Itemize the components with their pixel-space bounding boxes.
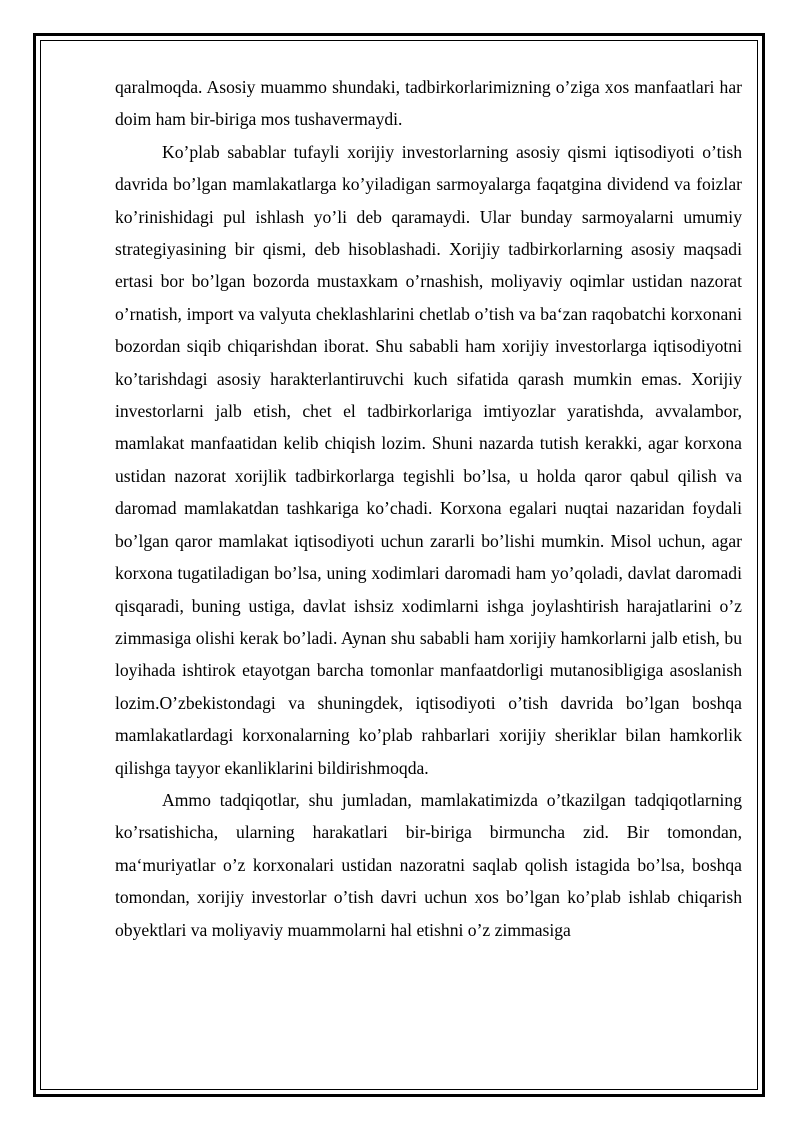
paragraph-investors: Ko’plab sabablar tufayli xorijiy investorlarning asosiy qismi iqtisodiyoti o’tish davrida bo’lgan mamlakatlarga ko’yiladigan sarmoyalarga faqatgina dividend va foizlar ko’rinishidagi pul ishlash yo’li deb qaramaydi. Ular bunday sarmoyalarni umumiy strategiyasining bir qismi, deb hisoblashadi. Xorijiy tadbirkorlarning asosiy maqsadi ertasi bor bo’lgan bozorda mustaxkam o’rnashish, moliyaviy oqimlar ustidan nazorat o’rnatish, import va valyuta cheklashlarini chetlab o’tish va ba‘zan raqobatchi korxonani bozordan siqib chiqarishdan iborat. Shu sababli ham xorijiy investorlarga iqtisodiyotni ko’tarishdagi asosiy harakterlantiruvchi kuch sifatida qarash mumkin emas. Xorijiy investorlarni jalb etish, chet el tadbirkorlariga imtiyozlar yaratishda, avvalambor, mamlakat manfaatidan kelib chiqish lozim. Shuni nazarda tutish kerakki, agar korxona ustidan nazorat xorijlik tadbirkorlarga tegishli bo’lsa, u holda qaror qabul qilish va daromad mamlakatdan tashkariga ko’chadi. Korxona egalari nuqtai nazaridan foydali bo’lgan qaror mamlakat iqtisodiyoti uchun zararli bo’lishi mumkin. Misol uchun, agar korxona tugatiladigan bo’lsa, uning xodimlari daromadi ham yo’qoladi, davlat daromadi qisqaradi, buning ustiga, davlat ishsiz xodimlarni ishga joylashtirish harajatlarini o’z zimmasiga olishi kerak bo’ladi. Aynan shu sababli ham xorijiy hamkorlarni jalb etish, bu loyihada ishtirok etayotgan barcha tomonlar manfaatdorligi mutanosibligiga asoslanish lozim.O’zbekistondagi va shuningdek, iqtisodiyoti o’tish davrida bo’lgan boshqa mamlakatlardagi korxonalarning ko’plab rahbarlari xorijiy sheriklar bilan hamkorlik qilishga tayyor ekanliklarini bildirishmoqda. [115,141,742,778]
paragraph-research: Ammo tadqiqotlar, shu jumladan, mamlakatimizda o’tkazilgan tadqiqotlarning ko’rsatishicha, ularning harakatlari bir-biriga birmuncha zid. Bir tomondan, ma‘muriyatlar o’z korxonalari ustidan nazoratni saqlab qolish istagida bo’lsa, boshqa tomondan, xorijiy investorlar o’tish davri uchun xos bo’lgan ko’plab ishlab chiqarish obyektlari va moliyaviy muammolarni hal etishni o’z zimmasiga [115,789,742,940]
document-body [115,71,742,946]
paragraph-continuation: qaralmoqda. Asosiy muammo shundaki, tadbirkorlarimizning o’ziga xos manfaatlari har doim ham bir-biriga mos tushavermaydi. [115,77,742,130]
